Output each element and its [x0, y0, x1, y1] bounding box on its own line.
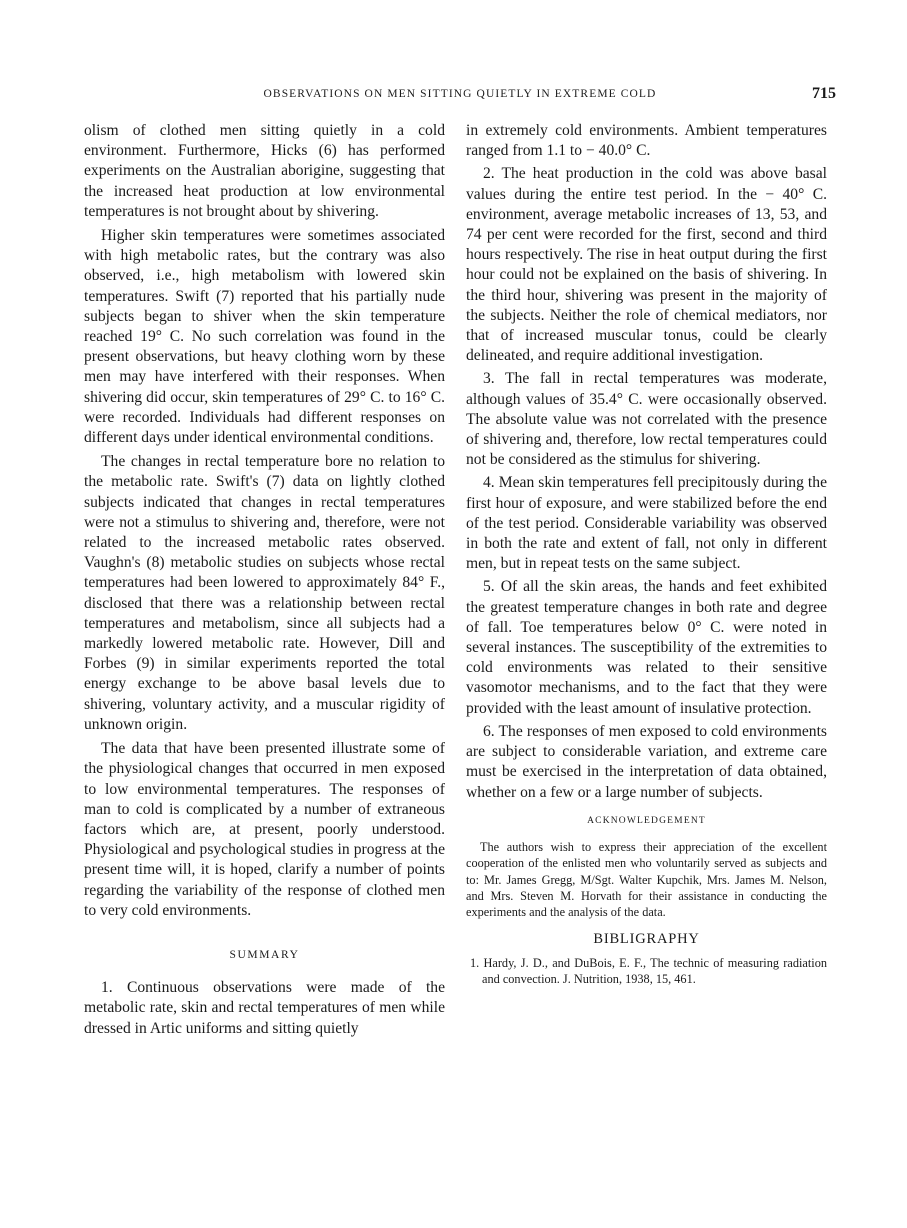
summary-item-6: 6. The responses of men exposed to cold environments are subject to considerable variation, and extreme care must be exercised in the interpretation of data obtained, whether on a few or a large number of subjects. — [466, 722, 827, 801]
summary-item-5: 5. Of all the skin areas, the hands and feet exhibited the greatest temperature changes in both rate and degree of fall. Toe temperatures below 0° C. were noted in several instances. The susceptibility of the extremities to cold environments was related to their sensitive vasomotor mechanisms, and to the fact that they were provided with the least amount of insulative protection. — [466, 578, 827, 717]
bibliography-heading: BIBLIGRAPHY — [593, 931, 700, 948]
summary-item-1-continuation: in extremely cold environments. Ambient temperatures ranged from 1.1 to − 40.0° C. — [466, 122, 827, 160]
acknowledgement-heading: ACKNOWLEDGEMENT — [587, 815, 706, 826]
page-number: 715 — [812, 85, 836, 102]
summary-heading: SUMMARY — [229, 948, 300, 961]
paragraph-continuation: olism of clothed men sitting quietly in a cold environment. Furthermore, Hicks (6) has performed experiments on the Australian aborigine, suggesting that the increased heat production at low environmental temperatures is not brought about by shivering. — [84, 122, 445, 220]
running-title: OBSERVATIONS ON MEN SITTING QUIETLY IN EXTREME COLD — [263, 88, 657, 100]
paragraph-conclusion: The data that have been presented illustrate some of the physiological changes that occurred in men exposed to low environmental temperatures. The responses of man to cold is complicated by a number of extraneous factors which are, at present, poorly understood. Physiological and psychological studies in progress at the present time will, it is hoped, clarify a number of points regarding the variability of the response of clothed men to very cold environments. — [84, 740, 445, 919]
paragraph-skin-temperatures: Higher skin temperatures were sometimes associated with high metabolic rates, but the contrary was also observed, i.e., high metabolism with lowered skin temperatures. Swift (7) reported that his partially nude subjects began to shiver when the skin temperature reached 19° C. No such correlation was found in the present observations, but heavy clothing worn by these men may have interfered with their responses. When shivering did occur, skin temperatures of 29° C. to 16° C. were recorded. Individuals had different responses on different days under identical environmental conditions. — [84, 227, 445, 447]
left-column — [84, 121, 445, 1039]
bibliography-entry: 1. Hardy, J. D., and DuBois, E. F., The technic of measuring radiation and convection. J. Nutrition, 1938, 15, 461. — [470, 955, 827, 986]
right-column — [466, 121, 827, 987]
summary-item-4: 4. Mean skin temperatures fell precipitously during the first hour of exposure, and were stabilized before the end of the test period. Considerable variability was observed in both the rate and extent of fall, not only in different men, but in repeat tests on the same subject. — [466, 474, 827, 573]
summary-item-3: 3. The fall in rectal temperatures was moderate, although values of 35.4° C. were occasionally observed. The absolute value was not correlated with the presence of shivering and, therefore, low rectal temperatures could not be considered as the stimulus for shivering. — [466, 370, 827, 469]
paragraph-rectal-temperature: The changes in rectal temperature bore no relation to the metabolic rate. Swift's (7) data on lightly clothed subjects indicated that changes in rectal temperatures were not a stimulus to shivering and, therefore, were not related to the increased metabolic rates observed. Vaughn's (8) metabolic studies on subjects whose rectal temperatures had been lowered to approximately 84° F., disclosed that there was a relationship between rectal temperatures and metabolism, since all subjects had a markedly lowered metabolic rate. However, Dill and Forbes (9) in similar experiments reported the total energy exchange to be above basal levels due to shivering, voluntary activity, and a muscular rigidity of unknown origin. — [84, 453, 445, 733]
summary-item-2: 2. The heat production in the cold was above basal values during the entire test period. In the − 40° C. environment, average metabolic increases of 13, 53, and 74 per cent were recorded for the first, second and third hours respectively. The rise in heat output during the first hour could not be explained on the basis of shivering. In the third hour, shivering was present in the majority of the subjects. Neither the role of chemical mediators, nor that of increased muscular tonus, could be clearly delineated, and require additional investigation. — [466, 165, 827, 365]
acknowledgement-text: The authors wish to express their appreciation of the excellent cooperation of the enlisted men who voluntarily served as subjects and to: Mr. James Gregg, M/Sgt. Walter Kupchik, Mrs. James M. Nelson, and Mrs. Steven M. Horvath for their assistance in conducting the experiments and the analysis of the data. — [466, 839, 827, 920]
summary-item-1: 1. Continuous observations were made of the metabolic rate, skin and rectal temperatures of men while dressed in Artic uniforms and sitting quietly — [84, 979, 445, 1037]
